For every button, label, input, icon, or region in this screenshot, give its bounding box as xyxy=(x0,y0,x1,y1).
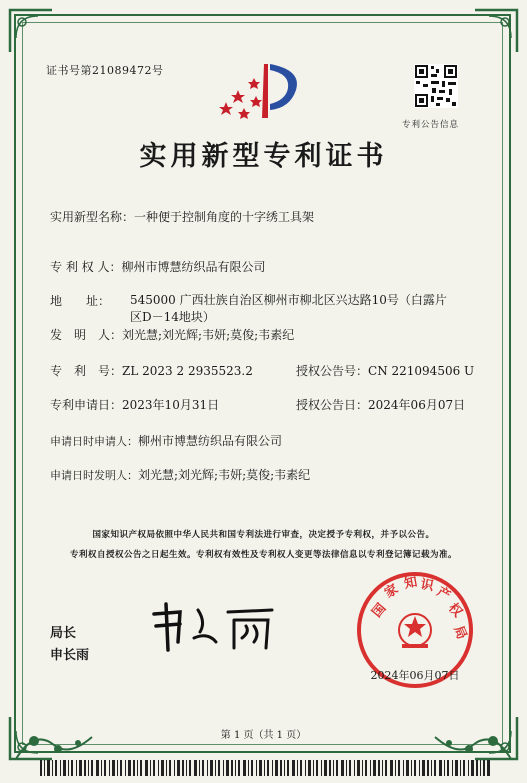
field-label: 专利申请日： xyxy=(50,398,123,412)
filing-date: 2023年10月31日 xyxy=(122,398,220,412)
seal-date: 2024年06月07日 xyxy=(370,669,460,682)
corner-ornament-icon xyxy=(8,8,54,54)
field-applicant-at-filing xyxy=(50,432,282,449)
utility-model-name: 一种便于控制角度的十字绣工具架 xyxy=(134,210,315,224)
notice-line-1: 国家知识产权局依照中华人民共和国专利法进行审查，决定授予专利权，并予以公告。 xyxy=(92,530,435,540)
field-label: 实用新型名称： xyxy=(50,210,135,224)
field-address-label xyxy=(50,292,110,309)
svg-text:局: 局 xyxy=(450,623,470,642)
notice-line-2: 专利权自授权公告之日起生效。专利权有效性及专利权人变更等法律信息以专利登记簿记载为准。 xyxy=(69,550,457,560)
announcement-date: 2024年06月07日 xyxy=(368,398,466,412)
inventors-value: 刘光慧;刘光辉;韦妍;莫俊;韦素纪 xyxy=(122,328,295,342)
svg-text:国: 国 xyxy=(369,600,390,621)
field-label: 专 利 号： xyxy=(50,364,123,378)
certificate-number: 证书号第21089472号 xyxy=(46,64,164,77)
field-name xyxy=(50,208,314,225)
page-number: 第 1 页（共 1 页） xyxy=(220,730,307,741)
applicant-at-filing: 柳州市博慧纺织品有限公司 xyxy=(138,434,283,448)
corner-ornament-icon xyxy=(473,8,519,54)
svg-text:知: 知 xyxy=(403,574,419,592)
patent-number: ZL 2023 2 2935523.2 xyxy=(122,364,253,378)
field-announce-number xyxy=(296,362,474,379)
qr-caption: 专利公告信息 xyxy=(402,120,460,130)
patent-owner: 柳州市博慧纺织品有限公司 xyxy=(121,260,266,274)
svg-text:识: 识 xyxy=(419,577,435,595)
field-label: 授权公告号： xyxy=(296,364,369,378)
field-owner xyxy=(50,258,265,275)
field-label: 申请日时发明人： xyxy=(50,469,138,482)
svg-text:产: 产 xyxy=(434,584,453,604)
signatory-title: 局长 xyxy=(50,626,77,641)
certificate-title: 实用新型专利证书 xyxy=(139,141,388,172)
svg-text:家: 家 xyxy=(382,581,402,602)
qr-code-icon xyxy=(414,64,458,108)
handwritten-signature-icon xyxy=(150,602,280,652)
field-label: 发 明 人： xyxy=(50,328,123,342)
field-patent-number xyxy=(50,362,253,379)
field-label: 申请日时申请人： xyxy=(50,435,138,448)
svg-text:权: 权 xyxy=(445,600,465,621)
field-label: 地 址： xyxy=(50,294,111,308)
field-inventors xyxy=(50,326,294,343)
inventor-at-filing: 刘光慧;刘光辉;韦妍;莫俊;韦素纪 xyxy=(138,468,311,482)
field-announce-date xyxy=(296,396,465,413)
announcement-number: CN 221094506 U xyxy=(368,364,475,378)
field-label: 专 利 权 人： xyxy=(50,260,122,274)
field-label: 授权公告日： xyxy=(296,398,369,412)
signatory-name: 申长雨 xyxy=(50,648,90,663)
patent-office-emblem-icon xyxy=(216,60,308,120)
field-filing-date xyxy=(50,396,219,413)
barcode-icon xyxy=(40,760,490,776)
field-inventor-at-filing xyxy=(50,466,310,483)
address-value: 545000 广西壮族自治区柳州市柳北区兴达路10号（白露片区D－14地块） xyxy=(130,293,447,324)
